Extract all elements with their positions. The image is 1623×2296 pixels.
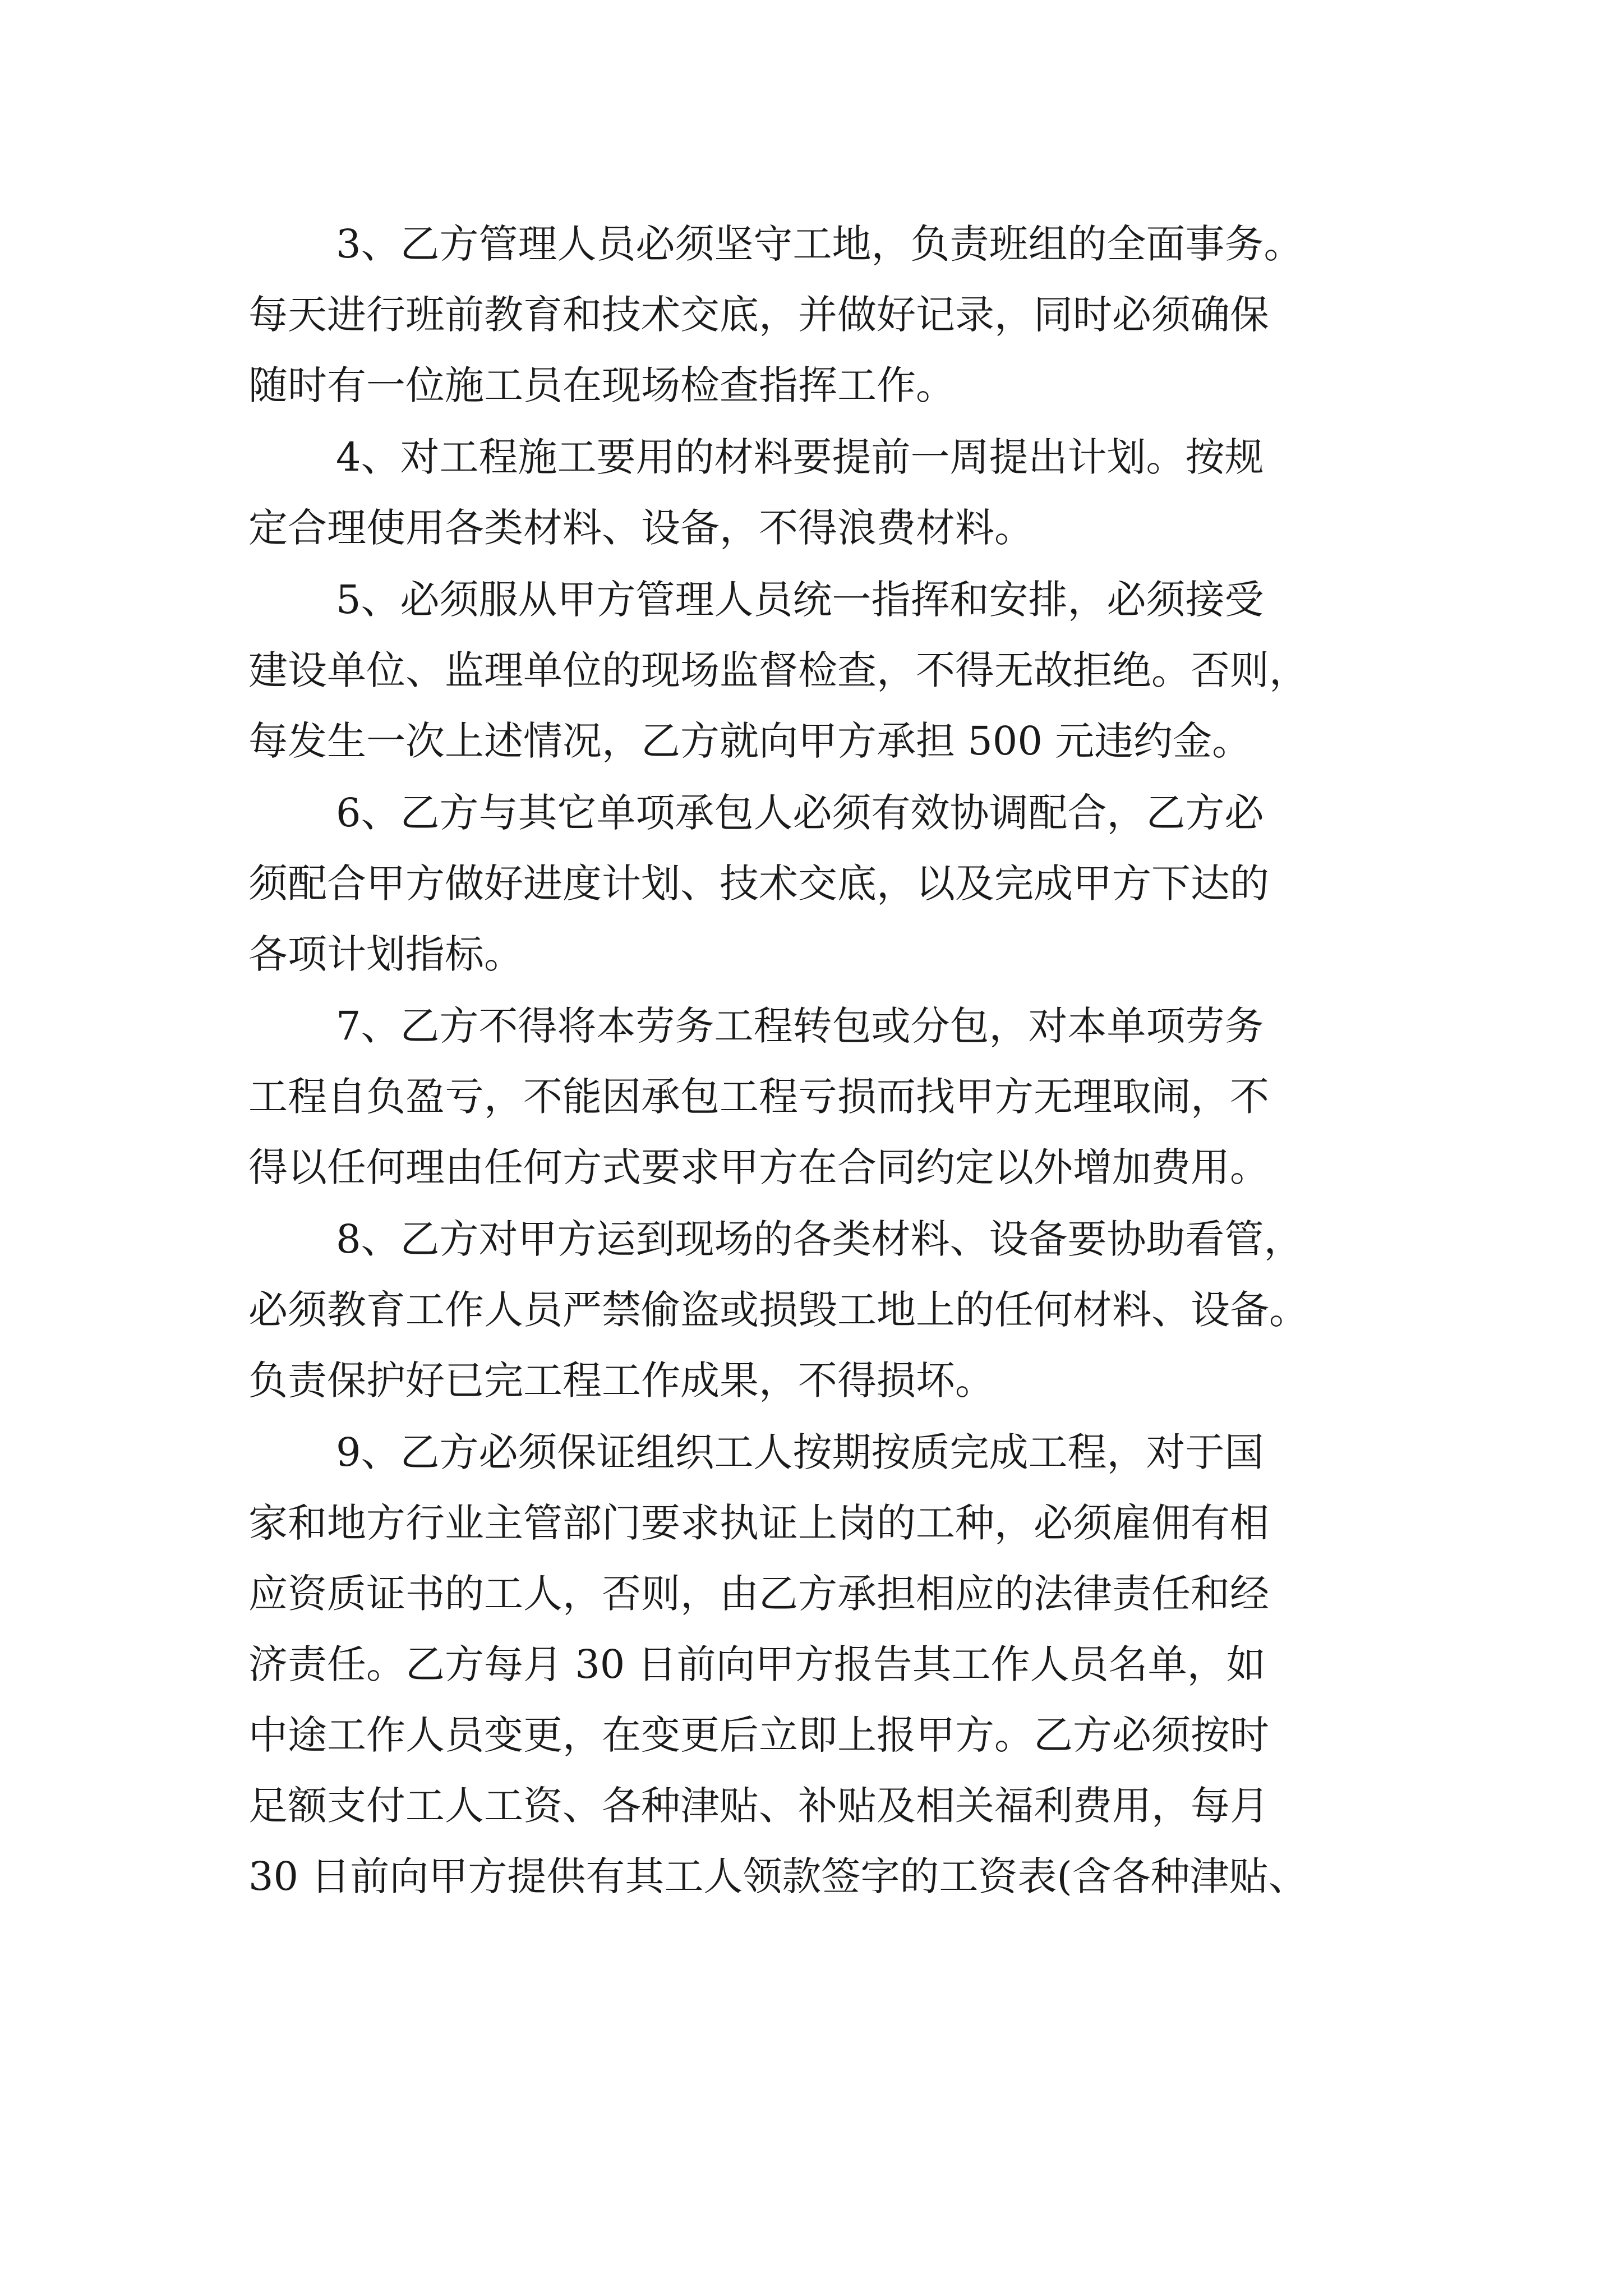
paragraph-6-line-1: 6、乙方与其它单项承包人必须有效协调配合，乙方必 xyxy=(336,790,1264,836)
paragraph-5-line-3: 每发生一次上述情况，乙方就向甲方承担 500 元违约金。 xyxy=(248,718,1252,764)
paragraph-4-line-2: 定合理使用各类材料、设备，不得浪费材料。 xyxy=(248,505,1034,551)
paragraph-7-line-3: 得以任何理由任何方式要求甲方在合同约定以外增加费用。 xyxy=(248,1144,1269,1190)
paragraph-6-line-2: 须配合甲方做好进度计划、技术交底，以及完成甲方下达的 xyxy=(248,861,1269,907)
paragraph-5-line-1: 5、必须服从甲方管理人员统一指挥和安排，必须接受 xyxy=(336,577,1264,623)
paragraph-9-line-5: 中途工作人员变更，在变更后立即上报甲方。乙方必须按时 xyxy=(248,1712,1269,1758)
paragraph-9-line-4: 济责任。乙方每月 30 日前向甲方报告其工作人员名单，如 xyxy=(248,1641,1266,1687)
paragraph-8-line-3: 负责保护好已完工程工作成果，不得损坏。 xyxy=(248,1358,994,1404)
paragraph-8-line-2: 必须教育工作人员严禁偷盗或损毁工地上的任何材料、设备。 xyxy=(248,1287,1308,1333)
paragraph-4-line-1: 4、对工程施工要用的材料要提前一周提出计划。按规 xyxy=(336,434,1264,480)
paragraph-7-line-2: 工程自负盈亏，不能因承包工程亏损而找甲方无理取闹，不 xyxy=(248,1074,1269,1120)
paragraph-3-line-3: 随时有一位施工员在现场检查指挥工作。 xyxy=(248,362,955,408)
paragraph-3-line-2: 每天进行班前教育和技术交底，并做好记录，同时必须确保 xyxy=(248,292,1269,338)
paragraph-9-line-7: 30 日前向甲方提供有其工人领款签字的工资表(含各种津贴、 xyxy=(248,1853,1308,1899)
paragraph-9-line-6: 足额支付工人工资、各种津贴、补贴及相关福利费用，每月 xyxy=(248,1783,1269,1829)
paragraph-5-line-2: 建设单位、监理单位的现场监督检查，不得无故拒绝。否则， xyxy=(248,647,1308,693)
paragraph-9-line-1: 9、乙方必须保证组织工人按期按质完成工程，对于国 xyxy=(336,1429,1264,1475)
paragraph-9-line-2: 家和地方行业主管部门要求执证上岗的工种，必须雇佣有相 xyxy=(248,1500,1269,1546)
paragraph-8-line-1: 8、乙方对甲方运到现场的各类材料、设备要协助看管， xyxy=(336,1216,1303,1262)
paragraph-7-line-1: 7、乙方不得将本劳务工程转包或分包，对本单项劳务 xyxy=(336,1003,1264,1049)
paragraph-3-line-1: 3、乙方管理人员必须坚守工地，负责班组的全面事务。 xyxy=(336,221,1303,267)
paragraph-9-line-3: 应资质证书的工人，否则，由乙方承担相应的法律责任和经 xyxy=(248,1571,1269,1617)
paragraph-6-line-3: 各项计划指标。 xyxy=(248,931,523,977)
